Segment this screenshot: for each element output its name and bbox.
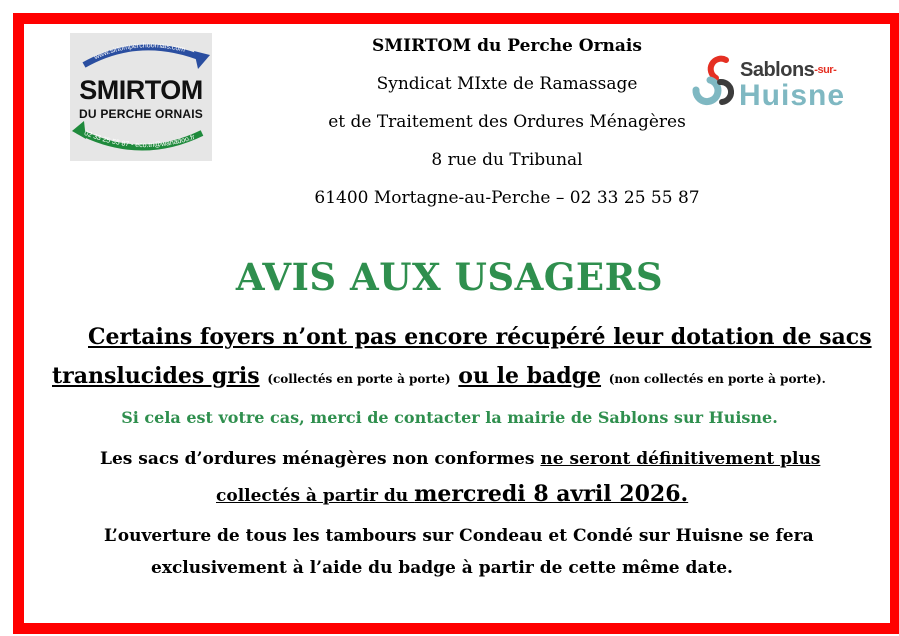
- page-title: AVIS AUX USAGERS: [235, 255, 664, 299]
- smirtom-logo-name: SMIRTOM: [79, 75, 203, 105]
- para1-line2: [52, 363, 826, 389]
- header-line2: Syndicat MIxte de Ramassage: [376, 74, 638, 94]
- smirtom-logo-subtitle: DU PERCHE ORNAIS: [79, 107, 203, 121]
- para1-line1: Certains foyers n’ont pas encore récupéré leur dotation de sacs: [88, 324, 872, 350]
- sablons-sur: -sur-: [814, 64, 837, 76]
- para3-lead: Les sacs d’ordures ménagères non conformes: [100, 449, 541, 469]
- sablons-huisne: Huisne: [739, 79, 846, 112]
- para4-line2: exclusivement à l’aide du badge à partir de cette même date.: [151, 558, 733, 578]
- para4-line1: L’ouverture de tous les tambours sur Condeau et Condé sur Huisne se fera: [104, 526, 814, 546]
- header-address: 8 rue du Tribunal: [431, 150, 583, 170]
- para1-note-b: (non collectés en porte à porte).: [608, 372, 826, 386]
- svg-text:02 33 25 55 87 - eco.tri@wanad: [83, 130, 196, 149]
- header-line3: et de Traitement des Ordures Ménagères: [328, 112, 686, 132]
- header-city-phone: 61400 Mortagne-au-Perche – 02 33 25 55 87: [314, 188, 700, 208]
- para2-contact: Si cela est votre cas, merci de contacter la mairie de Sablons sur Huisne.: [121, 408, 778, 427]
- para3-line1: [100, 449, 820, 469]
- para1-part-b: ou le badge: [458, 363, 602, 389]
- smirtom-contact-text: 02 33 25 55 87 - eco.tri@wanadoo.fr: [83, 129, 196, 150]
- header-org: SMIRTOM du Perche Ornais: [372, 36, 642, 56]
- para3-underlined: ne seront définitivement plus: [540, 449, 821, 469]
- sablons-word: Sablons: [740, 59, 815, 81]
- para3-line2: [216, 481, 688, 507]
- smirtom-logo: [70, 33, 212, 161]
- para1-part-a: translucides gris: [52, 363, 260, 389]
- para3-line2-a: collectés à partir du: [216, 486, 415, 506]
- smirtom-url-text: www.sirtomperchoornais.com: [93, 42, 186, 62]
- para1-note-a: (collectés en porte à porte): [267, 372, 451, 386]
- para3-date: mercredi 8 avril 2026.: [414, 481, 689, 507]
